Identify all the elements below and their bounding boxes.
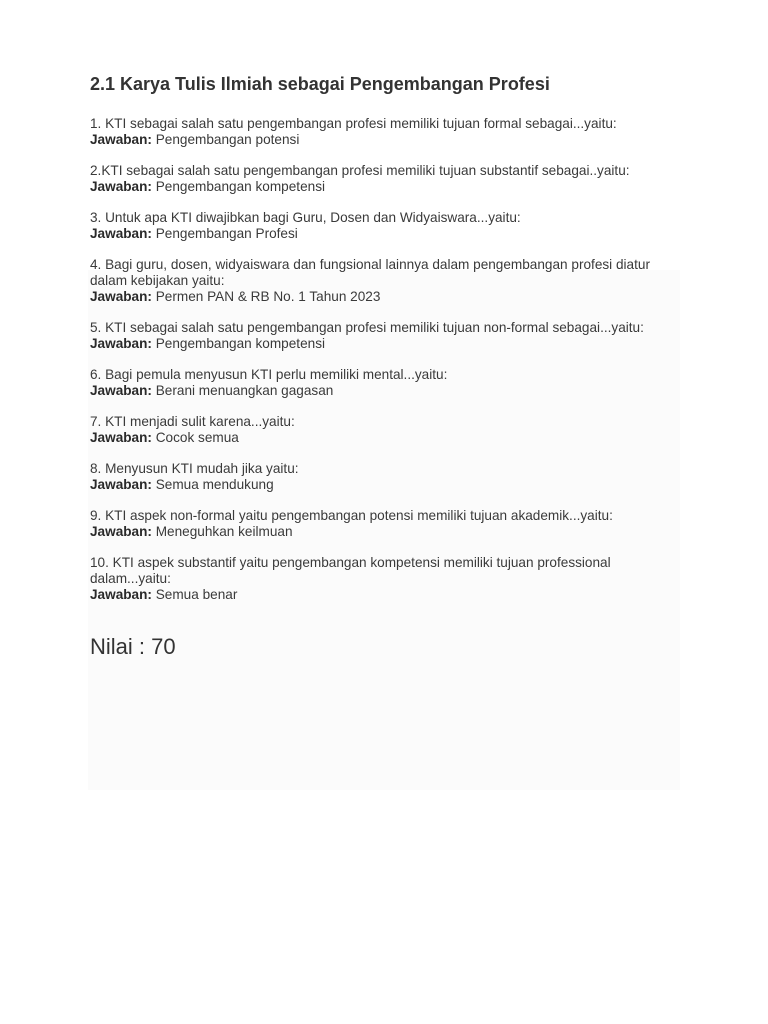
page-title: 2.1 Karya Tulis Ilmiah sebagai Pengembangan Profesi: [90, 74, 550, 94]
answer-text: Permen PAN & RB No. 1 Tahun 2023: [155, 289, 381, 304]
qa-item-9: [90, 508, 690, 540]
question-2: 2.KTI sebagai salah satu pengembangan profesi memiliki tujuan substantif sebagai..yaitu:: [90, 163, 630, 178]
qa-item-1: [90, 116, 690, 148]
qa-item-7: [90, 414, 690, 446]
answer-text: Cocok semua: [155, 430, 239, 445]
answer-label: Jawaban:: [90, 336, 152, 351]
answer-text: Berani menuangkan gagasan: [155, 383, 334, 398]
qa-item-2: [90, 163, 690, 195]
answer-label: Jawaban:: [90, 179, 152, 194]
answer-1: [90, 132, 690, 148]
answer-label: Jawaban:: [90, 477, 152, 492]
answer-label: Jawaban:: [90, 430, 152, 445]
question-4: 4. Bagi guru, dosen, widyaiswara dan fungsional lainnya dalam pengembangan profesi diatur dalam kebijakan yaitu:: [90, 257, 650, 288]
answer-6: [90, 383, 690, 399]
qa-item-3: [90, 210, 690, 242]
answer-text: Pengembangan Profesi: [155, 226, 298, 241]
answer-text: Pengembangan potensi: [155, 132, 300, 147]
question-7: 7. KTI menjadi sulit karena...yaitu:: [90, 414, 295, 429]
qa-item-10: [90, 555, 690, 603]
answer-7: [90, 430, 690, 446]
question-9: 9. KTI aspek non-formal yaitu pengembangan potensi memiliki tujuan akademik...yaitu:: [90, 508, 613, 523]
question-3: 3. Untuk apa KTI diwajibkan bagi Guru, Dosen dan Widyaiswara...yaitu:: [90, 210, 521, 225]
answer-4: [90, 289, 690, 305]
answer-label: Jawaban:: [90, 226, 152, 241]
question-5: 5. KTI sebagai salah satu pengembangan profesi memiliki tujuan non-formal sebagai...yaitu:: [90, 320, 644, 335]
question-10: 10. KTI aspek substantif yaitu pengembangan kompetensi memiliki tujuan professional dalam...yaitu:: [90, 555, 611, 586]
answer-2: [90, 179, 690, 195]
answer-label: Jawaban:: [90, 587, 152, 602]
answer-9: [90, 524, 690, 540]
question-6: 6. Bagi pemula menyusun KTI perlu memiliki mental...yaitu:: [90, 367, 448, 382]
answer-label: Jawaban:: [90, 524, 152, 539]
answer-text: Semua mendukung: [155, 477, 274, 492]
answer-text: Pengembangan kompetensi: [155, 179, 326, 194]
answer-8: [90, 477, 690, 493]
document-content: [90, 72, 690, 661]
answer-label: Jawaban:: [90, 383, 152, 398]
answer-label: Jawaban:: [90, 132, 152, 147]
answer-label: Jawaban:: [90, 289, 152, 304]
answer-text: Pengembangan kompetensi: [155, 336, 326, 351]
qa-item-5: [90, 320, 690, 352]
answer-5: [90, 336, 690, 352]
qa-item-6: [90, 367, 690, 399]
answer-text: Meneguhkan keilmuan: [155, 524, 293, 539]
answer-text: Semua benar: [155, 587, 238, 602]
question-8: 8. Menyusun KTI mudah jika yaitu:: [90, 461, 299, 476]
qa-item-8: [90, 461, 690, 493]
answer-3: [90, 226, 690, 242]
score-text: Nilai : 70: [90, 634, 176, 659]
qa-item-4: [90, 257, 690, 305]
question-1: 1. KTI sebagai salah satu pengembangan profesi memiliki tujuan formal sebagai...yaitu:: [90, 116, 617, 131]
answer-10: [90, 587, 690, 603]
